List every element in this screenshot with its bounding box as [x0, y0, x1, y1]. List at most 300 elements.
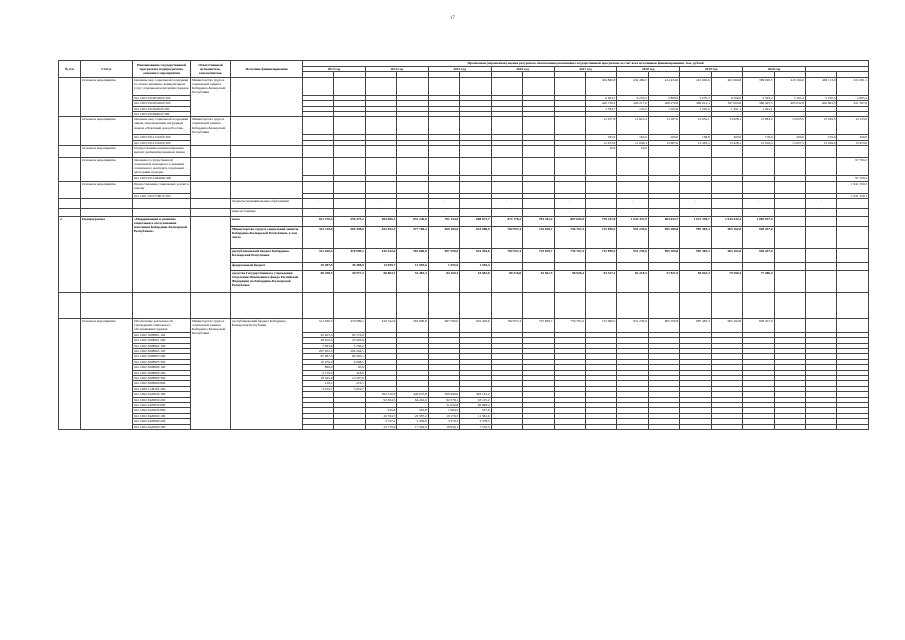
- table-cell: [81, 292, 133, 318]
- cell-value: 82 160,2: [428, 270, 459, 292]
- cell-value: 168,8: [680, 135, 711, 140]
- cell-value: 386 425,5: [743, 101, 774, 106]
- cell-value: -: [303, 198, 334, 208]
- cell-value: 406 012,3: [680, 101, 711, 106]
- cell-value: 699 185,6: [428, 226, 459, 248]
- cell-value: [491, 117, 522, 135]
- cell-value: [680, 181, 711, 193]
- cell-code: 941 1003 0312152200 200: [133, 135, 191, 140]
- cell-value: [523, 77, 554, 95]
- cell-value: 725 829,7: [523, 226, 554, 248]
- cell-code: 941 1002 0420060 200: [133, 419, 191, 424]
- cell-value: 928 457,0: [743, 318, 774, 332]
- cell-value: [774, 248, 805, 262]
- cell-value: 559 475,2: [334, 216, 365, 226]
- cell-value: 634 592,3: [365, 226, 396, 248]
- cell-value: 10,0: [585, 146, 616, 158]
- header-source: Источник финансирования: [231, 61, 303, 78]
- cell-value: 18 956,1: [428, 424, 459, 429]
- cell-value: 12 632,1: [680, 117, 711, 135]
- cell-value: 545,8: [397, 408, 428, 413]
- cell-value: [303, 117, 334, 135]
- table-cell: [617, 292, 648, 318]
- cell-value: -: [491, 198, 522, 208]
- cell-value: 750 767,4: [554, 226, 585, 248]
- cell-value: [774, 181, 805, 193]
- cell-value: 13 428,1: [711, 140, 742, 145]
- header-year: 2019 год: [680, 67, 743, 72]
- cell-value: -: [428, 208, 459, 216]
- cell-value: 399 020,3: [743, 77, 774, 95]
- cell-value: 60 258,3: [303, 270, 334, 292]
- table-cell: [191, 292, 231, 318]
- cell-value: 715 090,5: [585, 248, 616, 262]
- table-row: [59, 198, 869, 208]
- table-cell: [133, 198, 191, 208]
- cell-value: 509 996,6: [428, 392, 459, 397]
- cell-value: [397, 208, 428, 216]
- cell-value: 965 162,8: [711, 318, 742, 332]
- cell-value: 1 784,7: [585, 106, 616, 111]
- cell-value: 634 088,9: [460, 226, 491, 248]
- cell-value: [491, 77, 522, 95]
- cell-value: -: [303, 208, 334, 216]
- cell-value: [460, 117, 491, 135]
- cell-value: [334, 181, 365, 193]
- cell-value: 200,0: [711, 135, 742, 140]
- cell-value: [397, 146, 428, 158]
- table-cell: [774, 292, 805, 318]
- cell-value: [554, 262, 585, 270]
- table-row: [59, 117, 869, 135]
- header-status: Статус: [81, 61, 133, 78]
- cell-value: 65,9: [334, 365, 365, 370]
- cell-value: [774, 270, 805, 292]
- cell-value: 750 767,4: [554, 248, 585, 262]
- cell-value: 410 194,0: [774, 77, 805, 95]
- cell-value: [334, 208, 365, 216]
- cell-value: 610 542,6: [365, 248, 396, 262]
- cell-value: [523, 262, 554, 270]
- cell-value: [837, 318, 869, 332]
- cell-value: -: [554, 198, 585, 208]
- cell-no: 2: [59, 216, 81, 292]
- cell-value: 81 218,3: [617, 270, 648, 292]
- cell-value: 3 919,7: [303, 386, 334, 391]
- cell-value: [334, 77, 365, 95]
- cell-value: 92 578,1: [428, 397, 459, 402]
- cell-value: 3 459,8: [397, 419, 428, 424]
- header-executor: Ответственный исполнитель, соисполнитель: [191, 61, 231, 78]
- cell-value: -: [774, 111, 805, 116]
- cell-value: 93 364,5: [365, 397, 396, 402]
- cell-value: -: [680, 208, 711, 216]
- cell-value: 57 821,9: [648, 270, 679, 292]
- table-cell: [303, 292, 334, 318]
- cell-value: [806, 262, 837, 270]
- cell-source: всего: [231, 216, 303, 226]
- cell-value: [774, 226, 805, 248]
- cell-value: [648, 262, 679, 270]
- cell-value: [711, 262, 742, 270]
- cell-no: [59, 146, 81, 158]
- cell-source: федеральный бюджет: [231, 262, 303, 270]
- cell-value: -: [743, 198, 774, 208]
- cell-value: [397, 198, 428, 208]
- cell-value: 90 719,0: [334, 332, 365, 337]
- cell-value: 397 004,8: [711, 101, 742, 106]
- table-cell: [743, 292, 774, 318]
- cell-value: [523, 117, 554, 135]
- table-cell: [81, 198, 133, 208]
- cell-value: 18 645,0: [303, 376, 334, 381]
- cell-value: 414 434,9: [648, 77, 679, 95]
- cell-value: [837, 226, 869, 248]
- cell-value: 905 200,8: [648, 226, 679, 248]
- cell-value: 159,6: [806, 135, 837, 140]
- header-year: 2013 год: [303, 67, 366, 72]
- cell-value: -: [680, 198, 711, 208]
- table-cell: [585, 292, 616, 318]
- cell-value: 3 279,2: [428, 419, 459, 424]
- cell-value: 470 089,1: [334, 318, 365, 332]
- table-cell: [81, 208, 133, 216]
- table-row: [59, 158, 869, 176]
- cell-value: 3 919,7: [334, 386, 365, 391]
- cell-value: 432 480,2: [617, 77, 648, 95]
- cell-value: [585, 208, 616, 216]
- cell-value: [460, 198, 491, 208]
- cell-value: 17 549,9: [397, 424, 428, 429]
- cell-executor: [191, 146, 231, 158]
- cell-value: [617, 181, 648, 193]
- cell-value: 750 767,4: [554, 318, 585, 332]
- cell-value: [617, 424, 648, 429]
- cell-value: 92 403,3: [303, 332, 334, 337]
- cell-value: 563 806,8: [397, 318, 428, 332]
- cell-value: 20 387,2: [397, 413, 428, 418]
- cell-value: 178,0: [743, 135, 774, 140]
- cell-value: 1 205,0: [648, 106, 679, 111]
- cell-value: [806, 181, 837, 193]
- cell-value: [554, 158, 585, 176]
- cell-value: [617, 262, 648, 270]
- cell-value: 418,9: [334, 370, 365, 375]
- cell-name: Осуществление компенсационных выплат реабилитированным лицам: [133, 146, 191, 158]
- cell-value: [774, 318, 805, 332]
- cell-code: 941 1002 0420059 100: [133, 392, 191, 397]
- cell-value: -: [806, 111, 837, 116]
- cell-value: -: [428, 198, 459, 208]
- cell-value: [428, 117, 459, 135]
- cell-value: 928 457,0: [743, 248, 774, 262]
- cell-value: [523, 198, 554, 208]
- cell-value: 19 176,3: [428, 413, 459, 418]
- cell-code: 941 1002 5008901 200: [133, 338, 191, 343]
- table-cell: [397, 292, 428, 318]
- table-cell: [648, 292, 679, 318]
- cell-value: -: [711, 146, 742, 158]
- cell-value: [554, 181, 585, 193]
- cell-value: 782 957,4: [491, 248, 522, 262]
- cell-value: 511 630,5: [303, 248, 334, 262]
- cell-executor: [191, 181, 231, 198]
- cell-value: 321 367,0: [837, 101, 869, 106]
- cell-value: 13 083,2: [743, 117, 774, 135]
- cell-code: 941 1003 0310052000 200: [133, 95, 191, 100]
- table-cell: [59, 208, 81, 216]
- cell-value: -: [806, 208, 837, 216]
- cell-value: -: [585, 111, 616, 116]
- cell-code: 941 1002 5008901 100: [133, 332, 191, 337]
- cell-value: 611 376,3: [303, 216, 334, 226]
- cell-value: 13 959,6: [397, 262, 428, 270]
- cell-value: 408 270,8: [648, 101, 679, 106]
- cell-status: Основное мероприятие: [81, 146, 133, 158]
- cell-value: 13 657,5: [774, 140, 805, 145]
- cell-value: 545,8: [365, 408, 396, 413]
- cell-value: 28 810,4: [303, 338, 334, 343]
- cell-value: 13 169,9: [806, 140, 837, 145]
- cell-value: [806, 248, 837, 262]
- cell-value: [460, 146, 491, 158]
- cell-value: [837, 216, 869, 226]
- cell-value: [648, 198, 679, 208]
- cell-value: [491, 181, 522, 193]
- cell-no: [59, 117, 81, 146]
- cell-value: 715 090,5: [585, 318, 616, 332]
- cell-code: 941 1003 0312152200 300: [133, 140, 191, 145]
- cell-value: 12 072,6: [585, 140, 616, 145]
- table-cell: [133, 208, 191, 216]
- cell-value: -: [680, 146, 711, 158]
- table-cell: [133, 292, 191, 318]
- cell-value: 64 244,9: [397, 397, 428, 402]
- cell-code: 941 1002 5008909 800: [133, 381, 191, 386]
- header-year: 2017 год: [554, 67, 617, 72]
- table-cell: [59, 198, 81, 208]
- cell-code: 941 1006 5148192 200: [133, 386, 191, 391]
- cell-value: 14 123,0: [837, 117, 869, 135]
- header-name: Наименование государственной программы, подпрограммы, основного мероприятия: [133, 61, 191, 78]
- cell-value: 11 362,6: [460, 413, 491, 418]
- cell-value: [523, 208, 554, 216]
- cell-source: бюджеты муниципальных образований: [231, 198, 303, 208]
- cell-value: [680, 158, 711, 176]
- cell-code: 941 1002 0420059 800: [133, 408, 191, 413]
- cell-code: 941 1002 0420060 300: [133, 424, 191, 429]
- table-row: [59, 77, 869, 95]
- cell-value: [428, 158, 459, 176]
- cell-value: [554, 117, 585, 135]
- cell-value: 60 863,7: [365, 270, 396, 292]
- cell-value: [648, 158, 679, 176]
- cell-value: 80 263,1: [334, 354, 365, 359]
- cell-code: 941 1003 0310052000 300: [133, 101, 191, 106]
- cell-value: [334, 198, 365, 208]
- cell-value: [585, 198, 616, 208]
- cell-value: 97 700,2: [837, 176, 869, 181]
- header-year: 2014 год: [365, 67, 428, 72]
- cell-value: 185,0: [585, 135, 616, 140]
- cell-value: 715 090,5: [585, 226, 616, 248]
- cell-source: [231, 181, 303, 198]
- cell-value: -: [617, 208, 648, 216]
- cell-value: 1 084,5: [428, 408, 459, 413]
- cell-code: 941 1002 5008902 100: [133, 343, 191, 348]
- cell-code: 941 1002 5008909 300: [133, 376, 191, 381]
- cell-value: 6 404,7: [585, 95, 616, 100]
- cell-status: Основное мероприятие: [81, 318, 133, 429]
- cell-value: 23 779,6: [365, 424, 396, 429]
- cell-value: 402 963,3: [806, 101, 837, 106]
- cell-code: 941 1002 5008903 300: [133, 359, 191, 364]
- cell-value: 13 167,0: [648, 117, 679, 135]
- cell-value: -: [365, 198, 396, 208]
- cell-value: -: [837, 146, 869, 158]
- cell-value: 10 470,0: [303, 359, 334, 364]
- cell-value: 470 089,1: [334, 248, 365, 262]
- cell-value: 25 403,9: [334, 338, 365, 343]
- cell-value: [397, 117, 428, 135]
- table-row: [59, 424, 869, 429]
- cell-value: [365, 117, 396, 135]
- cell-value: 200,0: [774, 135, 805, 140]
- cell-value: 200,0: [648, 135, 679, 140]
- cell-value: 5 161,2: [774, 95, 805, 100]
- cell-value: 987 483,3: [680, 248, 711, 262]
- cell-value: 400 113,0: [806, 77, 837, 95]
- cell-value: 6 233,2: [617, 95, 648, 100]
- cell-value: 781 391,2: [523, 216, 554, 226]
- cell-value: -: [554, 208, 585, 216]
- cell-value: 4 068,5: [334, 359, 365, 364]
- cell-value: [334, 117, 365, 135]
- cell-value: 20 764,7: [365, 413, 396, 418]
- cell-value: [648, 181, 679, 193]
- cell-source: [231, 77, 303, 117]
- cell-value: 7 510,3: [460, 424, 491, 429]
- cell-value: -: [743, 146, 774, 158]
- cell-value: -: [743, 208, 774, 216]
- cell-value: [806, 270, 837, 292]
- cell-value: [711, 208, 742, 216]
- cell-value: [460, 77, 491, 95]
- cell-value: [806, 226, 837, 248]
- cell-executor: Министерство труда и социальной защиты Кабардино-Балкарской Республики: [191, 117, 231, 146]
- cell-value: 12 463,3: [680, 140, 711, 145]
- cell-value: 204 264,5: [334, 349, 365, 354]
- cell-value: [397, 181, 428, 193]
- cell-value: 63 327,1: [585, 270, 616, 292]
- spacer-row: [59, 292, 869, 318]
- cell-value: -: [837, 106, 869, 111]
- cell-executor: Министерство труда и социальной защиты Кабардино-Балкарской Республики: [191, 318, 231, 429]
- cell-name: «Модернизация и развитие социального обслуживания населения Кабардино-Балкарской Республики»: [133, 216, 191, 292]
- cell-value: 1 205,0: [680, 106, 711, 111]
- cell-value: -: [743, 111, 774, 116]
- cell-value: [303, 181, 334, 193]
- cell-value: [460, 158, 491, 176]
- cell-value: 778 417,6: [585, 216, 616, 226]
- cell-status: Подпрограмма: [81, 216, 133, 292]
- cell-value: 53 483,4: [397, 270, 428, 292]
- table-cell: [837, 292, 869, 318]
- cell-value: 1 595,6: [428, 262, 459, 270]
- cell-value: 321 081,1: [837, 77, 869, 95]
- table-row: [59, 318, 869, 332]
- cell-no: [59, 181, 81, 198]
- cell-value: 493 161,2: [460, 392, 491, 397]
- cell-value: 10 297,9: [334, 376, 365, 381]
- cell-code: 941 1003 0310R4620 200: [133, 106, 191, 111]
- cell-source: Министерство труда и социальной защиты Кабардино-Балкарской Республики, в том числе: [231, 226, 303, 248]
- cell-code: 941 1002 5008903 200: [133, 354, 191, 359]
- table-cell: [231, 292, 303, 318]
- cell-value: [774, 216, 805, 226]
- table-cell: [365, 292, 396, 318]
- cell-value: 493 310,9: [365, 392, 396, 397]
- cell-source: республиканский бюджет Кабардино-Балкарской Республики: [231, 318, 303, 429]
- table-cell: [191, 198, 231, 208]
- cell-value: 426 217,0: [617, 101, 648, 106]
- cell-value: 5 150,5: [806, 95, 837, 100]
- cell-no: [59, 158, 81, 181]
- table-cell: [59, 292, 81, 318]
- cell-value: 1 072 326,7: [680, 216, 711, 226]
- cell-source: средства Государственного учреждения Отделения Пенсионного фонда Российской Федерации по Кабардино-Балкарской Республике: [231, 270, 303, 292]
- cell-value: 12 257,6: [585, 117, 616, 135]
- cell-value: [837, 424, 869, 429]
- header-year: 2020 год: [743, 67, 806, 72]
- header-year: 2018 год: [617, 67, 680, 72]
- cell-value: [523, 181, 554, 193]
- header-year: 2016 год: [491, 67, 554, 72]
- cell-value: 7 093,6: [303, 343, 334, 348]
- cell-value: -: [806, 198, 837, 208]
- cell-value: 200,0: [837, 135, 869, 140]
- cell-value: [334, 146, 365, 158]
- cell-value: 49 977,2: [334, 270, 365, 292]
- cell-value: 697 590,0: [428, 318, 459, 332]
- cell-value: 509 498,0: [334, 226, 365, 248]
- cell-value: 987 483,3: [680, 318, 711, 332]
- cell-value: 511 630,5: [303, 318, 334, 332]
- table-cell: [711, 292, 742, 318]
- cell-value: [365, 181, 396, 193]
- cell-value: 928 457,0: [743, 226, 774, 248]
- cell-value: -: [806, 106, 837, 111]
- cell-source: иные источники: [231, 208, 303, 216]
- cell-value: 440 037,8: [397, 392, 428, 397]
- financing-table: [58, 60, 869, 430]
- cell-status: Основное мероприятие: [81, 181, 133, 198]
- cell-value: 725 829,7: [523, 248, 554, 262]
- cell-value: [397, 77, 428, 95]
- table-row: [59, 146, 869, 158]
- cell-value: 1 941 330,3: [837, 193, 869, 198]
- header-finance-title: Прогнозная (справочная) оценка ресурсного обеспечения реализации государственной программы за счет всех источников финансирования, тыс. рублей: [303, 61, 869, 67]
- cell-value: 887 693,8: [554, 216, 585, 226]
- cell-status: Основное мероприятие: [81, 158, 133, 181]
- table-cell: [491, 292, 522, 318]
- cell-value: [648, 208, 679, 216]
- cell-value: [554, 424, 585, 429]
- cell-value: [743, 262, 774, 270]
- cell-code: 941 1002 0420059 600: [133, 402, 191, 407]
- cell-value: 693 066,1: [365, 216, 396, 226]
- cell-value: 782 957,4: [491, 226, 522, 248]
